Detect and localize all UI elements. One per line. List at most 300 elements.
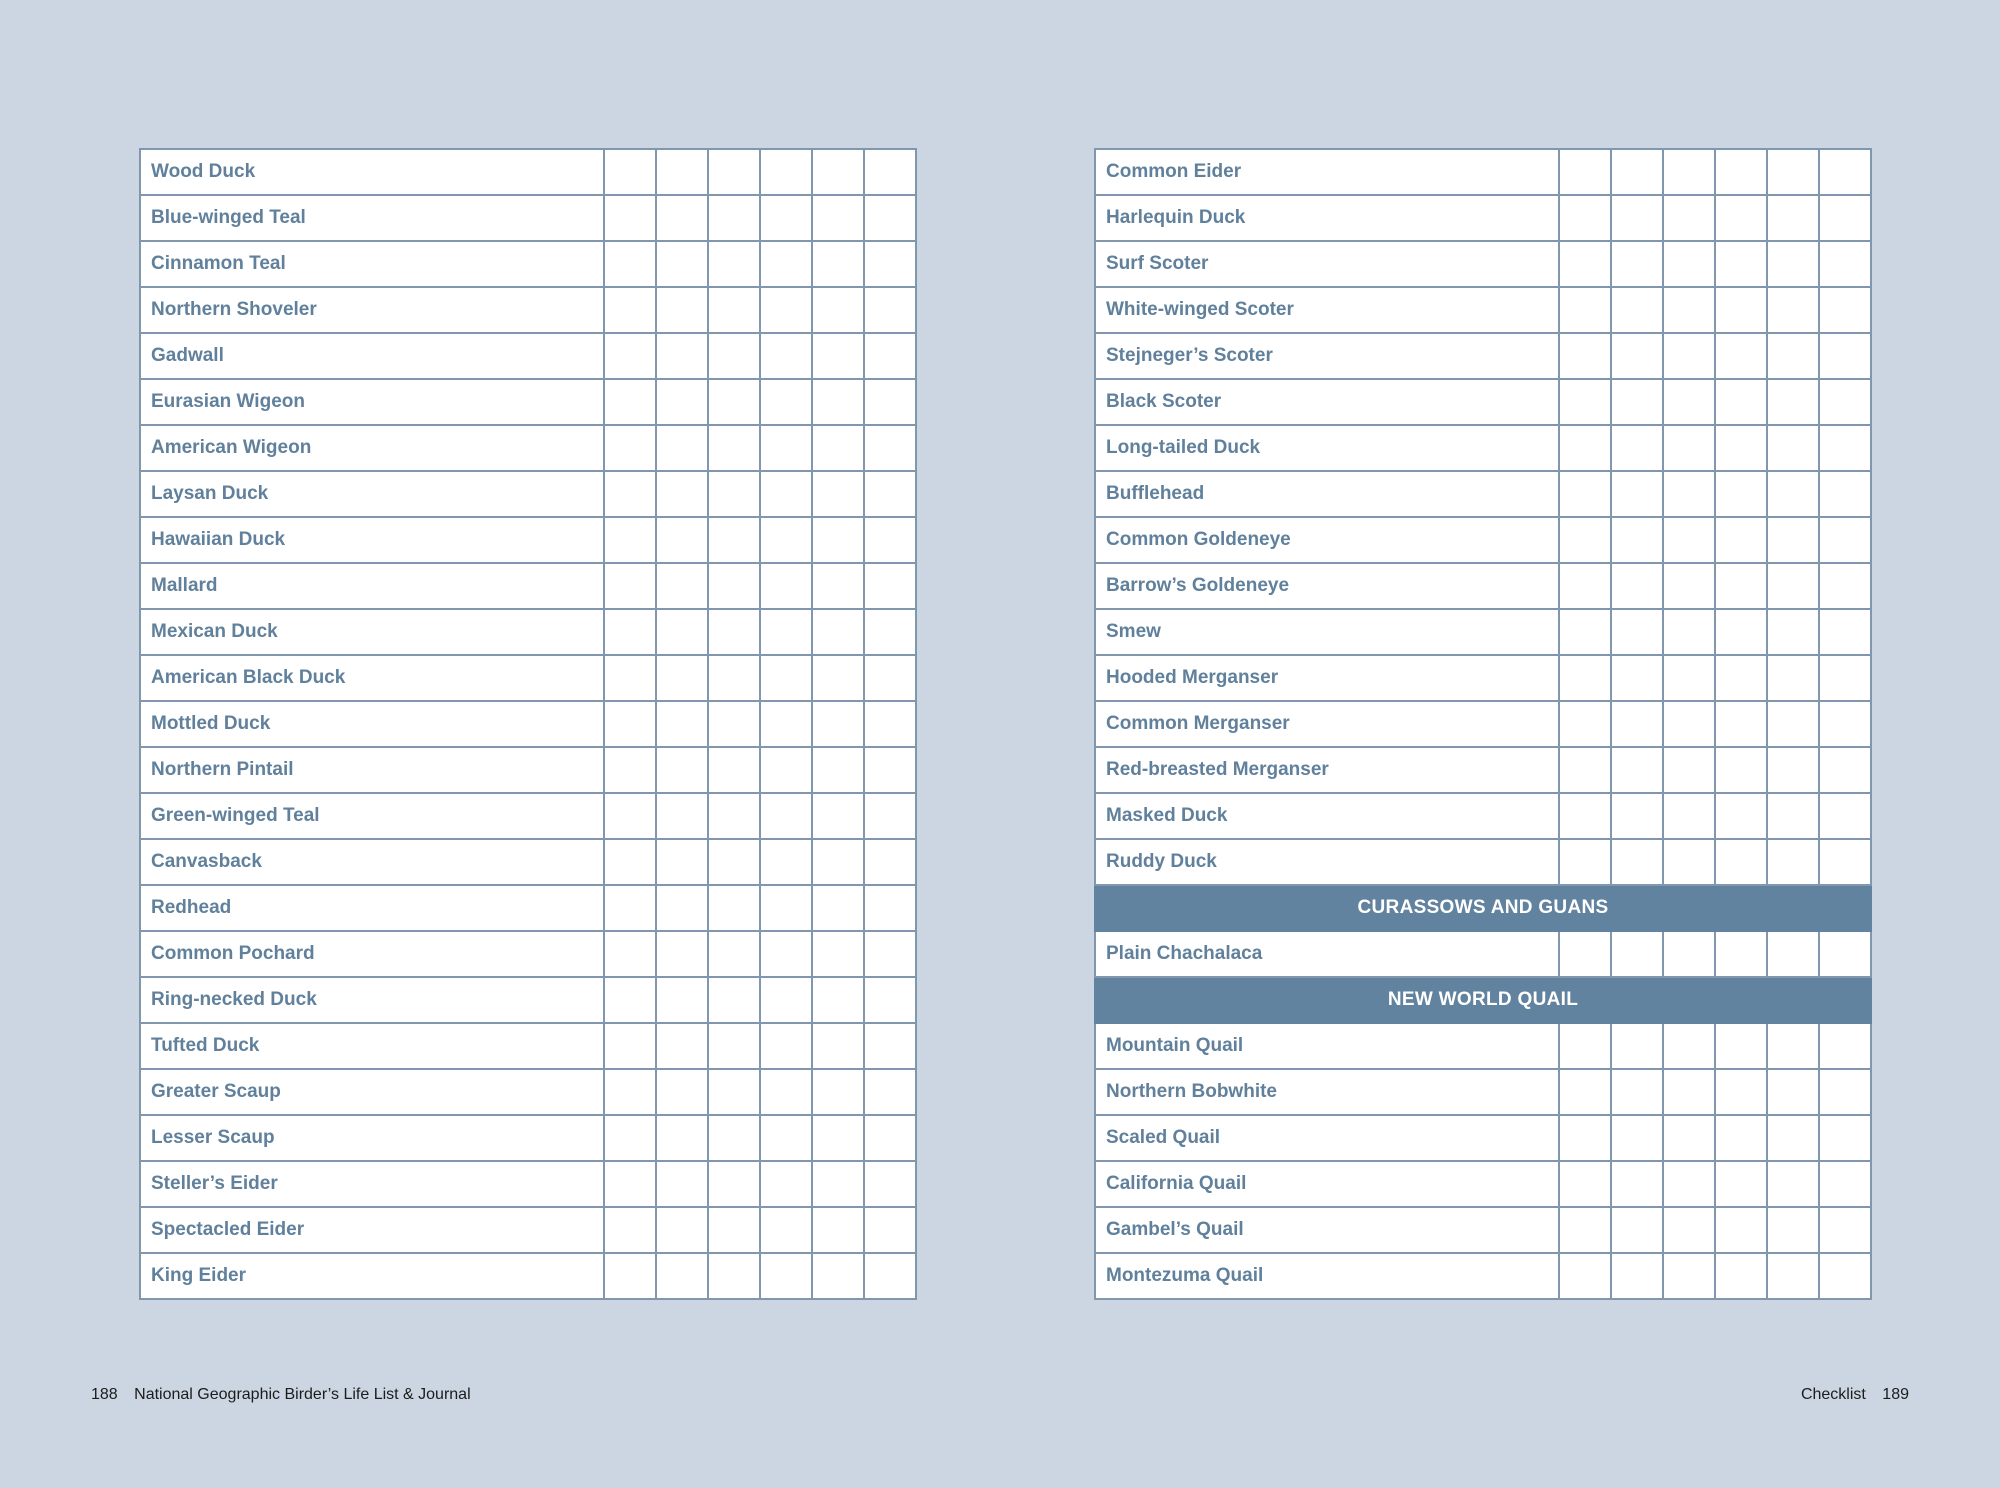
checkbox-cell[interactable] (708, 517, 760, 563)
checkbox-cell[interactable] (1767, 1023, 1819, 1069)
checkbox-cell[interactable] (1715, 1207, 1767, 1253)
checkbox-cell[interactable] (708, 149, 760, 195)
checkbox-cell[interactable] (812, 655, 864, 701)
checkbox-cell[interactable] (1819, 149, 1871, 195)
checkbox-cell[interactable] (864, 195, 916, 241)
checkbox-cell[interactable] (1663, 287, 1715, 333)
checkbox-cell[interactable] (812, 977, 864, 1023)
checkbox-cell[interactable] (708, 1115, 760, 1161)
checkbox-cell[interactable] (1663, 655, 1715, 701)
checkbox-cell[interactable] (812, 885, 864, 931)
checkbox-cell[interactable] (1663, 563, 1715, 609)
checkbox-cell[interactable] (1663, 517, 1715, 563)
checkbox-cell[interactable] (604, 655, 656, 701)
checkbox-cell[interactable] (656, 701, 708, 747)
checkbox-cell[interactable] (604, 609, 656, 655)
checkbox-cell[interactable] (812, 1115, 864, 1161)
checkbox-cell[interactable] (812, 931, 864, 977)
checkbox-cell[interactable] (1819, 931, 1871, 977)
checkbox-cell[interactable] (1559, 333, 1611, 379)
checkbox-cell[interactable] (1819, 1207, 1871, 1253)
species-row (140, 149, 916, 195)
checkbox-cell[interactable] (1611, 471, 1663, 517)
checkbox-cell[interactable] (656, 195, 708, 241)
checkbox-cell[interactable] (708, 471, 760, 517)
checkbox-cell[interactable] (604, 793, 656, 839)
checkbox-cell[interactable] (1559, 701, 1611, 747)
species-row (1095, 333, 1871, 379)
checkbox-cell[interactable] (1767, 1115, 1819, 1161)
species-row (140, 287, 916, 333)
checkbox-cell[interactable] (1663, 609, 1715, 655)
checkbox-cell[interactable] (604, 471, 656, 517)
checkbox-cell[interactable] (1611, 1253, 1663, 1299)
checkbox-cell[interactable] (1715, 149, 1767, 195)
checkbox-cell[interactable] (1611, 1069, 1663, 1115)
checkbox-cell[interactable] (1767, 655, 1819, 701)
checkbox-cell[interactable] (1819, 425, 1871, 471)
checkbox-cell[interactable] (760, 793, 812, 839)
checkbox-cell[interactable] (1767, 931, 1819, 977)
checkbox-cell[interactable] (812, 1207, 864, 1253)
checkbox-cell[interactable] (708, 839, 760, 885)
checkbox-cell[interactable] (1715, 701, 1767, 747)
checkbox-cell[interactable] (708, 977, 760, 1023)
checkbox-cell[interactable] (708, 701, 760, 747)
checkbox-cell[interactable] (1611, 655, 1663, 701)
checkbox-cell[interactable] (1663, 1023, 1715, 1069)
checkbox-cell[interactable] (760, 517, 812, 563)
checkbox-cell[interactable] (1611, 563, 1663, 609)
checkbox-cell[interactable] (864, 563, 916, 609)
checkbox-cell[interactable] (604, 1115, 656, 1161)
checkbox-cell[interactable] (656, 1253, 708, 1299)
checkbox-cell[interactable] (708, 655, 760, 701)
checkbox-cell[interactable] (864, 885, 916, 931)
checkbox-cell[interactable] (812, 701, 864, 747)
checkbox-cell[interactable] (864, 747, 916, 793)
checkbox-cell[interactable] (1819, 655, 1871, 701)
checkbox-cell[interactable] (604, 333, 656, 379)
checkbox-cell[interactable] (604, 149, 656, 195)
checkbox-cell[interactable] (760, 931, 812, 977)
checkbox-cell[interactable] (1819, 793, 1871, 839)
checkbox-cell[interactable] (1559, 655, 1611, 701)
checkbox-cell[interactable] (1767, 425, 1819, 471)
checkbox-cell[interactable] (1663, 747, 1715, 793)
checkbox-cell[interactable] (708, 195, 760, 241)
checkbox-cell[interactable] (708, 379, 760, 425)
checkbox-cell[interactable] (1663, 1253, 1715, 1299)
checkbox-cell[interactable] (1611, 793, 1663, 839)
checkbox-cell[interactable] (864, 977, 916, 1023)
checkbox-cell[interactable] (604, 563, 656, 609)
checkbox-cell[interactable] (656, 609, 708, 655)
checkbox-cell[interactable] (1715, 609, 1767, 655)
species-row (1095, 425, 1871, 471)
checkbox-cell[interactable] (1715, 1115, 1767, 1161)
checkbox-cell[interactable] (1611, 931, 1663, 977)
checkbox-cell[interactable] (760, 747, 812, 793)
checkbox-cell[interactable] (1819, 747, 1871, 793)
checkbox-cell[interactable] (1715, 241, 1767, 287)
checkbox-cell[interactable] (812, 517, 864, 563)
checkbox-cell[interactable] (708, 1069, 760, 1115)
checkbox-cell[interactable] (604, 241, 656, 287)
checkbox-cell[interactable] (604, 517, 656, 563)
checkbox-cell[interactable] (1611, 1161, 1663, 1207)
checkbox-cell[interactable] (604, 931, 656, 977)
checkbox-cell[interactable] (760, 287, 812, 333)
checkbox-cell[interactable] (1611, 195, 1663, 241)
checkbox-cell[interactable] (1611, 149, 1663, 195)
checkbox-cell[interactable] (1819, 517, 1871, 563)
checkbox-cell[interactable] (1819, 471, 1871, 517)
checkbox-cell[interactable] (1767, 563, 1819, 609)
checkbox-cell[interactable] (864, 287, 916, 333)
checkbox-cell[interactable] (812, 793, 864, 839)
checkbox-cell[interactable] (1663, 839, 1715, 885)
checkbox-cell[interactable] (1715, 379, 1767, 425)
checkbox-cell[interactable] (812, 1161, 864, 1207)
species-row (140, 885, 916, 931)
checkbox-cell[interactable] (1559, 793, 1611, 839)
checkbox-cell[interactable] (1819, 241, 1871, 287)
checkbox-cell[interactable] (1819, 1023, 1871, 1069)
checkbox-cell[interactable] (1663, 1207, 1715, 1253)
checkbox-cell[interactable] (864, 333, 916, 379)
species-name: Harlequin Duck (1095, 195, 1559, 241)
checkbox-cell[interactable] (604, 885, 656, 931)
checkbox-cell[interactable] (1715, 195, 1767, 241)
checkbox-cell[interactable] (708, 931, 760, 977)
checkbox-cell[interactable] (864, 839, 916, 885)
checkbox-cell[interactable] (1611, 379, 1663, 425)
checkbox-cell[interactable] (760, 1023, 812, 1069)
checkbox-cell[interactable] (604, 1069, 656, 1115)
checkbox-cell[interactable] (1663, 701, 1715, 747)
checkbox-cell[interactable] (656, 1115, 708, 1161)
checkbox-cell[interactable] (1559, 609, 1611, 655)
checkbox-cell[interactable] (812, 747, 864, 793)
checkbox-cell[interactable] (864, 1161, 916, 1207)
checkbox-cell[interactable] (760, 977, 812, 1023)
checkbox-cell[interactable] (864, 241, 916, 287)
checkbox-cell[interactable] (708, 1023, 760, 1069)
checkbox-cell[interactable] (1559, 931, 1611, 977)
checkbox-cell[interactable] (1767, 517, 1819, 563)
checkbox-cell[interactable] (1767, 333, 1819, 379)
checkbox-cell[interactable] (1663, 1161, 1715, 1207)
checkbox-cell[interactable] (864, 471, 916, 517)
checkbox-cell[interactable] (708, 1161, 760, 1207)
checkbox-cell[interactable] (1715, 793, 1767, 839)
checkbox-cell[interactable] (1767, 701, 1819, 747)
checkbox-cell[interactable] (708, 1207, 760, 1253)
checkbox-cell[interactable] (812, 563, 864, 609)
checkbox-cell[interactable] (812, 1253, 864, 1299)
checkbox-cell[interactable] (760, 701, 812, 747)
checkbox-cell[interactable] (604, 977, 656, 1023)
checkbox-cell[interactable] (1767, 1207, 1819, 1253)
checkbox-cell[interactable] (1819, 839, 1871, 885)
checkbox-cell[interactable] (656, 1161, 708, 1207)
checkbox-cell[interactable] (656, 471, 708, 517)
checkbox-cell[interactable] (1767, 149, 1819, 195)
checkbox-cell[interactable] (1715, 1069, 1767, 1115)
checkbox-cell[interactable] (708, 1253, 760, 1299)
checkbox-cell[interactable] (1611, 425, 1663, 471)
checkbox-cell[interactable] (1559, 563, 1611, 609)
checkbox-cell[interactable] (1715, 1161, 1767, 1207)
checkbox-cell[interactable] (864, 149, 916, 195)
checkbox-cell[interactable] (1819, 1253, 1871, 1299)
checkbox-cell[interactable] (1559, 1161, 1611, 1207)
checkbox-cell[interactable] (656, 1023, 708, 1069)
checkbox-cell[interactable] (812, 195, 864, 241)
checkbox-cell[interactable] (1611, 747, 1663, 793)
checkbox-cell[interactable] (656, 563, 708, 609)
checkbox-cell[interactable] (708, 333, 760, 379)
species-name: Surf Scoter (1095, 241, 1559, 287)
checkbox-cell[interactable] (708, 747, 760, 793)
checkbox-cell[interactable] (760, 195, 812, 241)
checkbox-cell[interactable] (1559, 149, 1611, 195)
checkbox-cell[interactable] (1559, 195, 1611, 241)
checkbox-cell[interactable] (656, 287, 708, 333)
checkbox-cell[interactable] (604, 1207, 656, 1253)
checkbox-cell[interactable] (1559, 1115, 1611, 1161)
checkbox-cell[interactable] (1611, 1207, 1663, 1253)
species-name: Gadwall (140, 333, 604, 379)
checkbox-cell[interactable] (1767, 1253, 1819, 1299)
checkbox-cell[interactable] (760, 885, 812, 931)
checkbox-cell[interactable] (1767, 379, 1819, 425)
checkbox-cell[interactable] (1663, 195, 1715, 241)
checkbox-cell[interactable] (864, 425, 916, 471)
checkbox-cell[interactable] (1819, 333, 1871, 379)
checkbox-cell[interactable] (656, 655, 708, 701)
checkbox-cell[interactable] (1819, 1115, 1871, 1161)
checkbox-cell[interactable] (1767, 839, 1819, 885)
checkbox-cell[interactable] (1663, 931, 1715, 977)
checkbox-cell[interactable] (656, 885, 708, 931)
checkbox-cell[interactable] (1767, 747, 1819, 793)
checkbox-cell[interactable] (1767, 609, 1819, 655)
checkbox-cell[interactable] (1611, 1023, 1663, 1069)
checkbox-cell[interactable] (1663, 379, 1715, 425)
checkbox-cell[interactable] (760, 1069, 812, 1115)
checkbox-cell[interactable] (760, 1207, 812, 1253)
checkbox-cell[interactable] (1611, 517, 1663, 563)
checkbox-cell[interactable] (864, 517, 916, 563)
checkbox-cell[interactable] (1767, 793, 1819, 839)
species-name: Lesser Scaup (140, 1115, 604, 1161)
checkbox-cell[interactable] (864, 1253, 916, 1299)
checkbox-cell[interactable] (1767, 1069, 1819, 1115)
checkbox-cell[interactable] (1559, 747, 1611, 793)
checkbox-cell[interactable] (656, 1207, 708, 1253)
checkbox-cell[interactable] (864, 1069, 916, 1115)
checkbox-cell[interactable] (1715, 1253, 1767, 1299)
checkbox-cell[interactable] (1559, 839, 1611, 885)
checkbox-cell[interactable] (1611, 701, 1663, 747)
checkbox-cell[interactable] (864, 931, 916, 977)
checkbox-cell[interactable] (604, 839, 656, 885)
checkbox-cell[interactable] (812, 425, 864, 471)
checkbox-cell[interactable] (760, 149, 812, 195)
checkbox-cell[interactable] (708, 885, 760, 931)
checkbox-cell[interactable] (812, 149, 864, 195)
checkbox-cell[interactable] (1663, 471, 1715, 517)
checkbox-cell[interactable] (1819, 701, 1871, 747)
checkbox-cell[interactable] (760, 1253, 812, 1299)
checkbox-cell[interactable] (708, 241, 760, 287)
checkbox-cell[interactable] (1611, 609, 1663, 655)
checkbox-cell[interactable] (1715, 517, 1767, 563)
checkbox-cell[interactable] (1559, 287, 1611, 333)
checkbox-cell[interactable] (1663, 1069, 1715, 1115)
checkbox-cell[interactable] (1611, 287, 1663, 333)
checkbox-cell[interactable] (1767, 471, 1819, 517)
checkbox-cell[interactable] (604, 1253, 656, 1299)
checkbox-cell[interactable] (1559, 1023, 1611, 1069)
checkbox-cell[interactable] (1611, 333, 1663, 379)
checkbox-cell[interactable] (812, 379, 864, 425)
checkbox-cell[interactable] (760, 425, 812, 471)
checkbox-cell[interactable] (760, 241, 812, 287)
checkbox-cell[interactable] (1559, 425, 1611, 471)
checkbox-cell[interactable] (812, 609, 864, 655)
checkbox-cell[interactable] (1715, 471, 1767, 517)
checkbox-cell[interactable] (1715, 931, 1767, 977)
checkbox-cell[interactable] (656, 241, 708, 287)
checkbox-cell[interactable] (656, 977, 708, 1023)
checkbox-cell[interactable] (1715, 333, 1767, 379)
checkbox-cell[interactable] (760, 379, 812, 425)
checkbox-cell[interactable] (760, 655, 812, 701)
checkbox-cell[interactable] (1663, 1115, 1715, 1161)
checkbox-cell[interactable] (1819, 195, 1871, 241)
checkbox-cell[interactable] (708, 793, 760, 839)
checkbox-cell[interactable] (760, 1161, 812, 1207)
checkbox-cell[interactable] (1767, 287, 1819, 333)
checkbox-cell[interactable] (656, 747, 708, 793)
checkbox-cell[interactable] (1663, 149, 1715, 195)
checkbox-cell[interactable] (760, 839, 812, 885)
checkbox-cell[interactable] (1715, 747, 1767, 793)
checkbox-cell[interactable] (1663, 425, 1715, 471)
checkbox-cell[interactable] (864, 701, 916, 747)
checkbox-cell[interactable] (1559, 1069, 1611, 1115)
checkbox-cell[interactable] (864, 1023, 916, 1069)
checkbox-cell[interactable] (1663, 241, 1715, 287)
checkbox-cell[interactable] (1715, 287, 1767, 333)
checkbox-cell[interactable] (708, 425, 760, 471)
checkbox-cell[interactable] (656, 149, 708, 195)
checkbox-cell[interactable] (1767, 195, 1819, 241)
checkbox-cell[interactable] (812, 839, 864, 885)
checkbox-cell[interactable] (656, 793, 708, 839)
checkbox-cell[interactable] (864, 1115, 916, 1161)
checkbox-cell[interactable] (1559, 241, 1611, 287)
checkbox-cell[interactable] (760, 1115, 812, 1161)
checkbox-cell[interactable] (656, 517, 708, 563)
checkbox-cell[interactable] (864, 609, 916, 655)
checkbox-cell[interactable] (864, 379, 916, 425)
checkbox-cell[interactable] (812, 287, 864, 333)
checkbox-cell[interactable] (812, 1023, 864, 1069)
checkbox-cell[interactable] (604, 425, 656, 471)
checkbox-cell[interactable] (864, 1207, 916, 1253)
checkbox-cell[interactable] (864, 793, 916, 839)
checkbox-cell[interactable] (708, 563, 760, 609)
checkbox-cell[interactable] (1611, 839, 1663, 885)
checkbox-cell[interactable] (1663, 793, 1715, 839)
checkbox-cell[interactable] (708, 287, 760, 333)
checkbox-cell[interactable] (656, 425, 708, 471)
checkbox-cell[interactable] (1559, 471, 1611, 517)
checkbox-cell[interactable] (1559, 517, 1611, 563)
checkbox-cell[interactable] (656, 839, 708, 885)
checkbox-cell[interactable] (1819, 287, 1871, 333)
checkbox-cell[interactable] (1819, 563, 1871, 609)
checkbox-cell[interactable] (1611, 1115, 1663, 1161)
checkbox-cell[interactable] (760, 563, 812, 609)
checkbox-cell[interactable] (604, 379, 656, 425)
checkbox-cell[interactable] (656, 379, 708, 425)
checkbox-cell[interactable] (1611, 241, 1663, 287)
checkbox-cell[interactable] (708, 609, 760, 655)
checkbox-cell[interactable] (1715, 563, 1767, 609)
species-row (140, 1253, 916, 1299)
checkbox-cell[interactable] (604, 747, 656, 793)
checkbox-cell[interactable] (656, 1069, 708, 1115)
checkbox-cell[interactable] (604, 195, 656, 241)
checkbox-cell[interactable] (604, 701, 656, 747)
checkbox-cell[interactable] (1559, 1207, 1611, 1253)
checkbox-cell[interactable] (1767, 1161, 1819, 1207)
checkbox-cell[interactable] (812, 471, 864, 517)
checkbox-cell[interactable] (760, 333, 812, 379)
species-name: Wood Duck (140, 149, 604, 195)
checkbox-cell[interactable] (1819, 1069, 1871, 1115)
checkbox-cell[interactable] (656, 333, 708, 379)
checkbox-cell[interactable] (1819, 1161, 1871, 1207)
checkbox-cell[interactable] (1819, 609, 1871, 655)
checkbox-cell[interactable] (1715, 839, 1767, 885)
checkbox-cell[interactable] (1715, 425, 1767, 471)
checkbox-cell[interactable] (760, 471, 812, 517)
checkbox-cell[interactable] (1559, 1253, 1611, 1299)
checkbox-cell[interactable] (1559, 379, 1611, 425)
checkbox-cell[interactable] (604, 1161, 656, 1207)
checkbox-cell[interactable] (812, 241, 864, 287)
checkbox-cell[interactable] (1663, 333, 1715, 379)
checkbox-cell[interactable] (1819, 379, 1871, 425)
checkbox-cell[interactable] (604, 1023, 656, 1069)
checkbox-cell[interactable] (864, 655, 916, 701)
species-name: Hawaiian Duck (140, 517, 604, 563)
checkbox-cell[interactable] (1715, 655, 1767, 701)
checkbox-cell[interactable] (604, 287, 656, 333)
checkbox-cell[interactable] (812, 1069, 864, 1115)
checkbox-cell[interactable] (1715, 1023, 1767, 1069)
checkbox-cell[interactable] (760, 609, 812, 655)
checkbox-cell[interactable] (656, 931, 708, 977)
checkbox-cell[interactable] (812, 333, 864, 379)
checkbox-cell[interactable] (1767, 241, 1819, 287)
